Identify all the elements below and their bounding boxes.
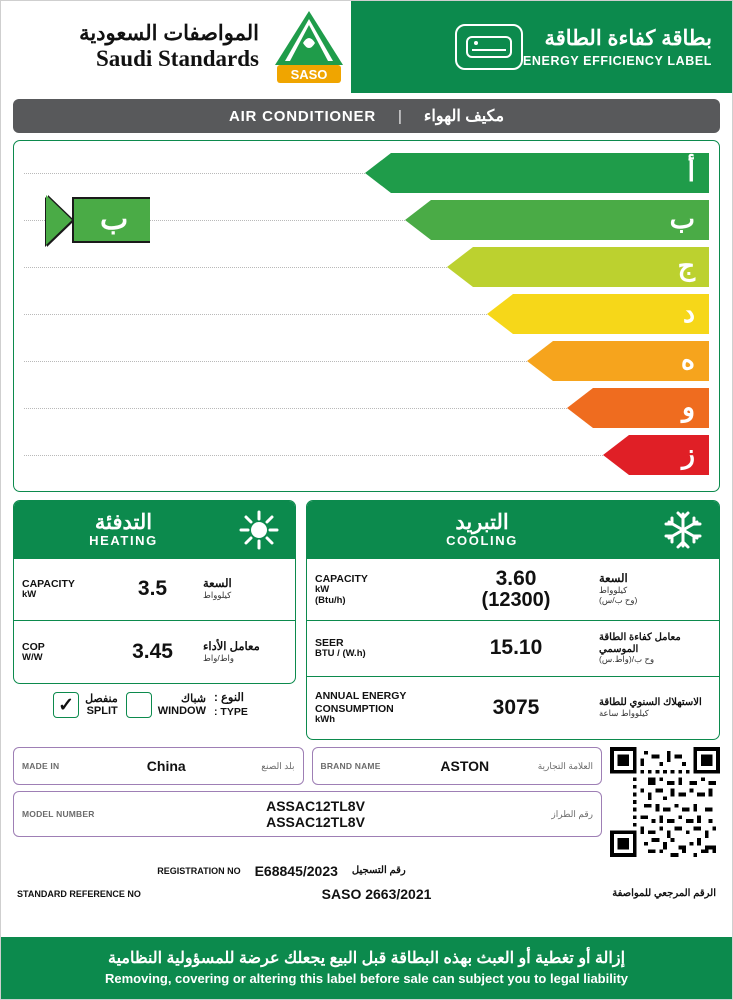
grade-row xyxy=(24,431,709,478)
qr-code xyxy=(610,747,720,857)
annual-energy-label-en: ANNUAL ENERGY xyxy=(315,690,407,703)
heating-capacity-label-en: CAPACITY xyxy=(22,578,75,590)
standard-label-en: STANDARD REFERENCE NO xyxy=(17,888,141,899)
saudi-standards-block xyxy=(1,1,267,93)
cooling-capacity-label-en: CAPACITY xyxy=(315,572,368,585)
cooling-capacity-value: 3.60 xyxy=(495,566,537,590)
energy-label-header xyxy=(351,1,732,93)
cop-unit-en: W/W xyxy=(22,651,43,663)
current-grade-marker xyxy=(46,195,150,245)
product-info-fields xyxy=(13,747,602,857)
legal-warning-english: Removing, covering or altering this label before sale can subject you to legal liability xyxy=(104,971,629,987)
made-in-value: China xyxy=(146,758,186,774)
seer-unit-ar: وح ب/(واط.س) xyxy=(599,654,655,665)
product-info-section xyxy=(13,747,720,857)
air-conditioner-icon xyxy=(455,24,523,70)
cooling-title-arabic: التبريد xyxy=(455,511,509,535)
legal-warning-footer xyxy=(1,937,732,999)
heating-title-english: HEATING xyxy=(89,533,158,549)
brand-value: ASTON xyxy=(440,758,490,774)
heating-cop-row xyxy=(14,621,295,683)
brand-label-ar: العلامة التجارية xyxy=(537,760,593,771)
grade-row xyxy=(24,196,709,243)
grade-arrow-b xyxy=(405,200,709,240)
checkmark-icon: ✓ xyxy=(58,694,75,716)
cooling-capacity-unit2-ar: (وح ب/س) xyxy=(599,595,638,606)
grade-letter: و xyxy=(681,392,695,422)
org-name-arabic: المواصفات السعودية xyxy=(79,21,259,45)
seer-value: 15.10 xyxy=(489,636,543,660)
efficiency-grade-panel xyxy=(13,140,720,492)
model-label-en: MODEL NUMBER xyxy=(22,809,95,819)
cooling-title-english: COOLING xyxy=(446,533,518,549)
annual-energy-unit-ar: كيلوواط ساعة xyxy=(599,707,649,718)
org-name-english: Saudi Standards xyxy=(96,45,259,71)
heating-column xyxy=(13,500,296,740)
grade-letter: ه xyxy=(680,345,695,375)
grade-row xyxy=(24,337,709,384)
annual-energy-unit-en: kWh xyxy=(315,713,336,725)
product-title-arabic: مكيف الهواء xyxy=(423,108,505,125)
product-title-bar xyxy=(13,99,720,133)
registration-number-row xyxy=(13,859,720,882)
seer-label-ar: معامل كفاءة الطاقة الموسمي xyxy=(599,632,681,655)
heating-title-arabic: التدفئة xyxy=(94,511,153,535)
current-grade-letter: ب xyxy=(100,202,129,236)
heating-capacity-row xyxy=(14,559,295,621)
annual-energy-row xyxy=(307,677,719,739)
cop-label-ar: معامل الأداء xyxy=(203,640,260,653)
grade-arrow-g xyxy=(603,435,709,475)
split-label-ar: منفصل xyxy=(85,692,118,705)
cooling-box xyxy=(306,500,720,740)
registration-label-ar: رقم التسجيل xyxy=(351,865,406,876)
registration-value: E68845/2023 xyxy=(254,862,338,879)
brand-name-field xyxy=(312,747,603,785)
cooling-capacity-label-ar: السعة xyxy=(599,573,628,586)
made-in-label-en: MADE IN xyxy=(22,761,60,771)
annual-energy-value: 3075 xyxy=(492,695,540,719)
heating-capacity-label-ar: السعة xyxy=(203,578,232,590)
sun-icon xyxy=(233,510,285,550)
saso-logo-icon xyxy=(273,9,345,85)
model-value xyxy=(100,798,531,830)
standard-value: SASO 2663/2021 xyxy=(321,885,432,902)
brand-label-en: BRAND NAME xyxy=(320,761,381,771)
qr-code-block xyxy=(610,747,720,857)
svg-text:SASO: SASO xyxy=(290,67,328,82)
snowflake-icon xyxy=(657,510,709,550)
model-value-line2: ASSAC12TL8V xyxy=(266,814,365,830)
standard-reference-row xyxy=(13,882,720,905)
grade-row xyxy=(24,290,709,337)
grade-letter: ز xyxy=(681,439,695,469)
grade-row xyxy=(24,243,709,290)
type-option-window[interactable] xyxy=(126,692,206,718)
model-value-line1: ASSAC12TL8V xyxy=(266,797,365,814)
label-header xyxy=(1,1,732,93)
unit-type-row xyxy=(13,684,296,726)
product-title-english: AIR CONDITIONER xyxy=(228,107,376,125)
product-title-separator: | xyxy=(397,107,402,125)
heating-header xyxy=(14,501,295,559)
model-label-ar: رقم الطراز xyxy=(551,808,593,819)
heating-box xyxy=(13,500,296,684)
registration-label-en: REGISTRATION NO xyxy=(157,865,241,876)
cooling-capacity-unit2-en: (Btu/h) xyxy=(315,594,346,606)
cooling-capacity-row xyxy=(307,559,719,621)
grade-letter: أ xyxy=(687,157,695,187)
type-label-ar: النوع : xyxy=(214,692,244,705)
cooling-capacity-unit-en: kW xyxy=(315,583,330,595)
window-checkbox[interactable] xyxy=(126,692,152,718)
grade-arrow-c xyxy=(447,247,709,287)
cop-label-en: COP xyxy=(22,640,45,653)
model-number-field xyxy=(13,791,602,837)
made-in-label-ar: بلد الصنع xyxy=(261,760,295,771)
heating-capacity-unit-en: kW xyxy=(22,589,37,601)
registration-rows xyxy=(13,859,720,905)
grade-arrow-a xyxy=(365,153,709,193)
cooling-capacity-unit-ar: كيلوواط xyxy=(599,585,628,596)
cop-unit-ar: واط/واط xyxy=(203,652,235,663)
seer-unit-en: BTU / (W.h) xyxy=(315,648,366,660)
type-label-en: TYPE : xyxy=(214,705,248,718)
energy-label-title-english: ENERGY EFFICIENCY LABEL xyxy=(522,54,712,68)
cooling-header xyxy=(307,501,719,559)
window-label-en: WINDOW xyxy=(157,705,206,717)
window-label-ar: شباك xyxy=(181,692,206,705)
cooling-seer-row xyxy=(307,621,719,677)
annual-energy-label-en2: CONSUMPTION xyxy=(315,702,394,715)
heating-capacity-unit-ar: كيلوواط xyxy=(203,590,232,601)
grade-letter: ب xyxy=(669,204,695,234)
heating-capacity-value: 3.5 xyxy=(137,577,168,601)
seer-label-en: SEER xyxy=(315,637,344,649)
split-checkbox[interactable] xyxy=(53,692,79,718)
legal-warning-arabic: إزالة أو تغطية أو العبث بهذه البطاقة قبل البيع يجعلك عرضة للمسؤولية النظامية xyxy=(107,950,626,968)
grade-letter: ج xyxy=(677,251,695,281)
grade-arrow-f xyxy=(567,388,709,428)
annual-energy-label-ar: الاستهلاك السنوي للطاقة xyxy=(599,697,702,709)
cop-value: 3.45 xyxy=(132,639,173,663)
performance-section xyxy=(13,500,720,740)
grade-arrow-e xyxy=(527,341,709,381)
product-title-bar-wrap xyxy=(1,93,732,133)
standard-label-ar: الرقم المرجعي للمواصفة xyxy=(612,888,716,899)
saso-logo-block xyxy=(267,1,351,93)
grade-row xyxy=(24,149,709,196)
grade-row xyxy=(24,384,709,431)
energy-label-title-arabic: بطاقة كفاءة الطاقة xyxy=(544,27,712,50)
grade-letter: د xyxy=(682,298,695,328)
made-in-field xyxy=(13,747,304,785)
split-label-en: SPLIT xyxy=(86,705,118,717)
cooling-capacity-btu-value: (12300) xyxy=(481,589,551,612)
type-option-split[interactable] xyxy=(53,692,118,718)
grade-arrow-d xyxy=(487,294,709,334)
